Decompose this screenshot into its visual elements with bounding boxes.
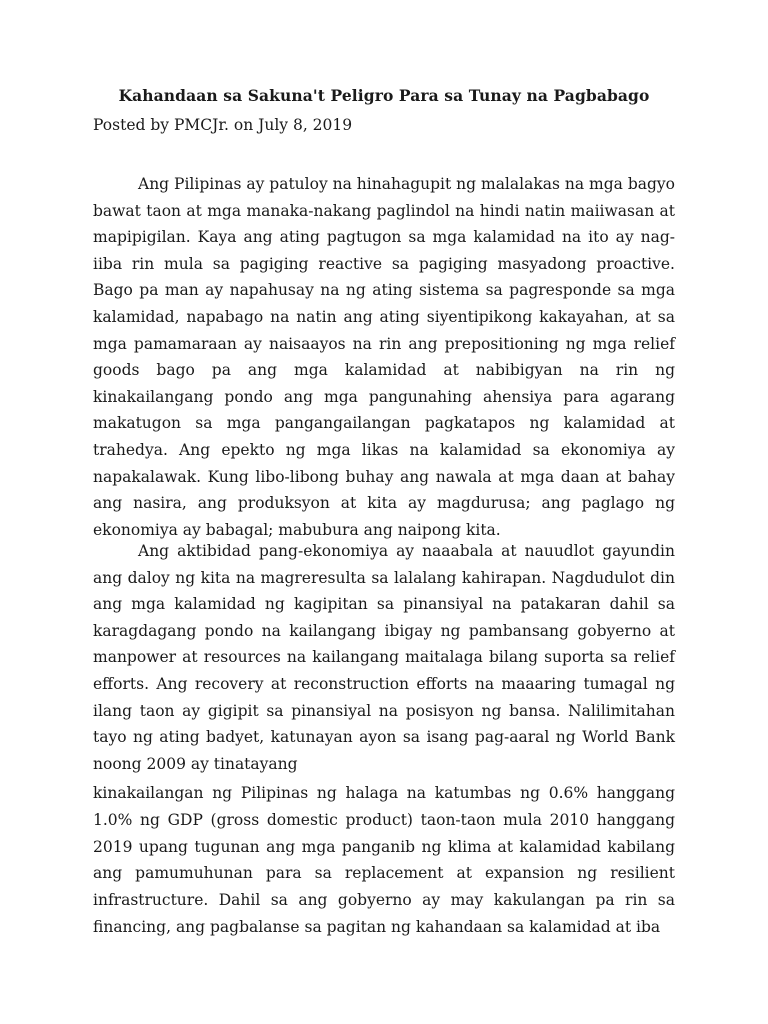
paragraph-1: Ang Pilipinas ay patuloy na hinahagupit ng malalakas na mga bagyo bawat taon at mga manaka-nakang paglindol na hindi natin maiiwasan at mapipigilan. Kaya ang ating pagtugon sa mga kalamidad na ito ay nag-iiba rin mula sa pagiging reactive sa pagiging masyadong proactive. Bago pa man ay napahusay na ng ating sistema sa pagresponde sa mga kalamidad, napabago na natin ang ating siyentipikong kakayahan, at sa mga pamamaraan ay naisaayos na rin ang prepositioning ng mga relief goods bago pa ang mga kalamidad at nabibigyan na rin ng kinakailangang pondo ang mga pangunahing ahensiya para agarang makatugon sa mga pangangailangan pagkatapos ng kalamidad at trahedya. Ang epekto ng mga likas na kalamidad sa ekonomiya ay napakalawak. Kung libo-libong buhay ang nawala at mga daan at bahay ang nasira, ang produksyon at kita ay magdurusa; ang paglago ng ekonomiya ay babagal; mabubura ang naipong kita. <box>93 175 675 539</box>
paragraph-2: Ang aktibidad pang-ekonomiya ay naaabala at nauudlot gayundin ang daloy ng kita na magreresulta sa lalalang kahirapan. Nagdudulot din ang mga kalamidad ng kagipitan sa pinansiyal na patakaran dahil sa karagdagang pondo na kailangang ibigay ng pambansang gobyerno at manpower at resources na kailangang maitalaga bilang suporta sa relief efforts. Ang recovery at reconstruction efforts na maaaring tumagal ng ilang taon ay gigipit sa pinansiyal na posisyon ng bansa. Nalilimitahan tayo ng ating badyet, katunayan ayon sa isang pag-aaral ng World Bank noong 2009 ay tinatayang <box>93 542 675 773</box>
article-byline: Posted by PMCJr. on July 8, 2019 <box>93 116 353 134</box>
article-title: Kahandaan sa Sakuna't Peligro Para sa Tunay na Pagbabago <box>118 86 650 105</box>
paragraph-3: kinakailangan ng Pilipinas ng halaga na katumbas ng 0.6% hanggang 1.0% ng GDP (gross domestic product) taon-taon mula 2010 hanggang 2019 upang tugunan ang mga panganib ng klima at kalamidad kabilang ang pamumuhunan para sa replacement at expansion ng resilient infrastructure. Dahil sa ang gobyerno ay may kakulangan pa rin sa financing, ang pagbalanse sa pagitan ng kahandaan sa kalamidad at iba <box>93 784 675 936</box>
